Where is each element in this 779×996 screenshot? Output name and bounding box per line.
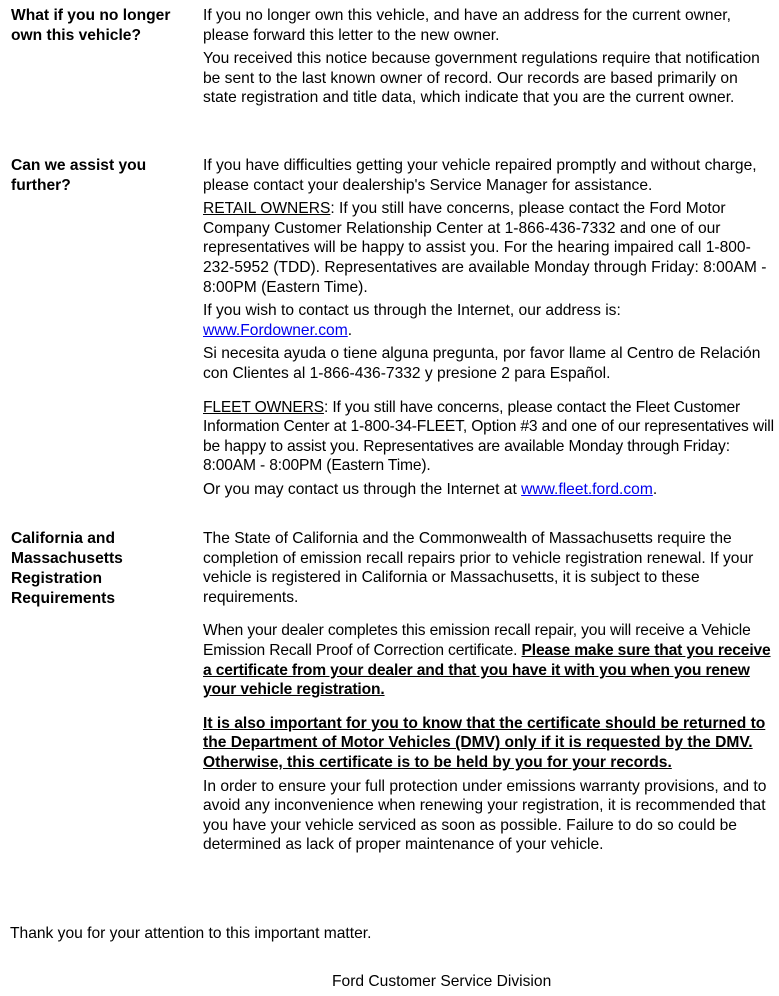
paragraph: If you have difficulties getting your vehicle repaired promptly and without charge, please contact your dealership's Service Manager for assistance. <box>203 157 757 194</box>
section-body <box>203 6 775 108</box>
fordowner-link[interactable]: www.Fordowner.com <box>203 321 348 339</box>
period: . <box>347 321 353 339</box>
internet-paragraph <box>203 301 775 340</box>
fleet-owners-label: FLEET OWNERS <box>203 398 324 416</box>
paragraph: If you no longer own this vehicle, and have an address for the current owner, please forward this letter to the new owner. <box>203 7 731 44</box>
paragraph: The State of California and the Commonwealth of Massachusetts require the completion of emission recall repairs prior to vehicle registration renewal. If your vehicle is registered in California or Massachusetts, it is subject to these requirements. <box>203 530 754 606</box>
period: . <box>652 480 658 498</box>
section-heading: California and Massachusetts Registration Requirements <box>11 530 123 607</box>
fleet-owners-text: : If you still have concerns, please contact the Fleet Customer Information Center at 1-800-34-FLEET, Option #3 and one of our representatives will be happy to assist you. Representatives are available Monday through Friday: 8:00AM - 8:00PM (Eastern Time). <box>203 398 774 475</box>
fleet-link[interactable]: www.fleet.ford.com <box>521 480 653 498</box>
paragraph: In order to ensure your full protection under emissions warranty provisions, and to avoid any inconvenience when renewing your registration, it is recommended that you have your vehicle serviced as soon as possible. Failure to do so could be determined as lack of proper maintenance of your vehicle. <box>203 777 767 854</box>
fleet-owners-paragraph <box>203 398 775 476</box>
signature: Ford Customer Service Division <box>332 973 552 990</box>
certificate-bold-text: Please make sure that you receive a certificate from your dealer and that you have it with you when you renew your vehicle registration. <box>203 641 771 699</box>
retail-owners-label: RETAIL OWNERS <box>203 200 331 218</box>
spanish-paragraph: Si necesita ayuda o tiene alguna pregunta, por favor llame al Centro de Relación con Clientes al 1-866-436-7332 y presione 2 para Español. <box>203 345 761 382</box>
certificate-paragraph <box>203 621 779 699</box>
dmv-bold-text: It is also important for you to know that the certificate should be returned to the Department of Motor Vehicles (DMV) only if it is requested by the DMV. Otherwise, this certificate is to be held by you for your records. <box>203 714 766 771</box>
internet-text: If you wish to contact us through the Internet, our address is: <box>203 302 621 320</box>
paragraph: You received this notice because government regulations require that notification be sent to the last known owner of record. Our records are based primarily on state registration and title data, which indicate that you are the current owner. <box>203 50 760 107</box>
certificate-text: When your dealer completes this emission recall repair, you will receive a Vehicle Emission Recall Proof of Correction certificate. <box>203 622 751 659</box>
section-body <box>203 529 775 855</box>
section-body <box>203 156 775 500</box>
closing-text: Thank you for your attention to this important matter. <box>10 925 372 942</box>
section-heading: Can we assist you further? <box>11 157 147 194</box>
fleet-internet-paragraph <box>203 480 775 500</box>
section-heading: What if you no longer own this vehicle? <box>11 7 171 44</box>
retail-owners-text: : If you still have concerns, please contact the Ford Motor Company Customer Relationship Center at 1-866-436-7332 and one of our representatives will be happy to assist you. For the hearing impaired call 1-800-232-5952 (TDD). Representatives are available Monday through Friday: 8:00AM - 8:00PM (Eastern Time). <box>203 200 767 296</box>
retail-owners-paragraph <box>203 199 775 297</box>
fleet-internet-text: Or you may contact us through the Internet at <box>203 480 522 498</box>
dmv-paragraph <box>203 714 775 773</box>
